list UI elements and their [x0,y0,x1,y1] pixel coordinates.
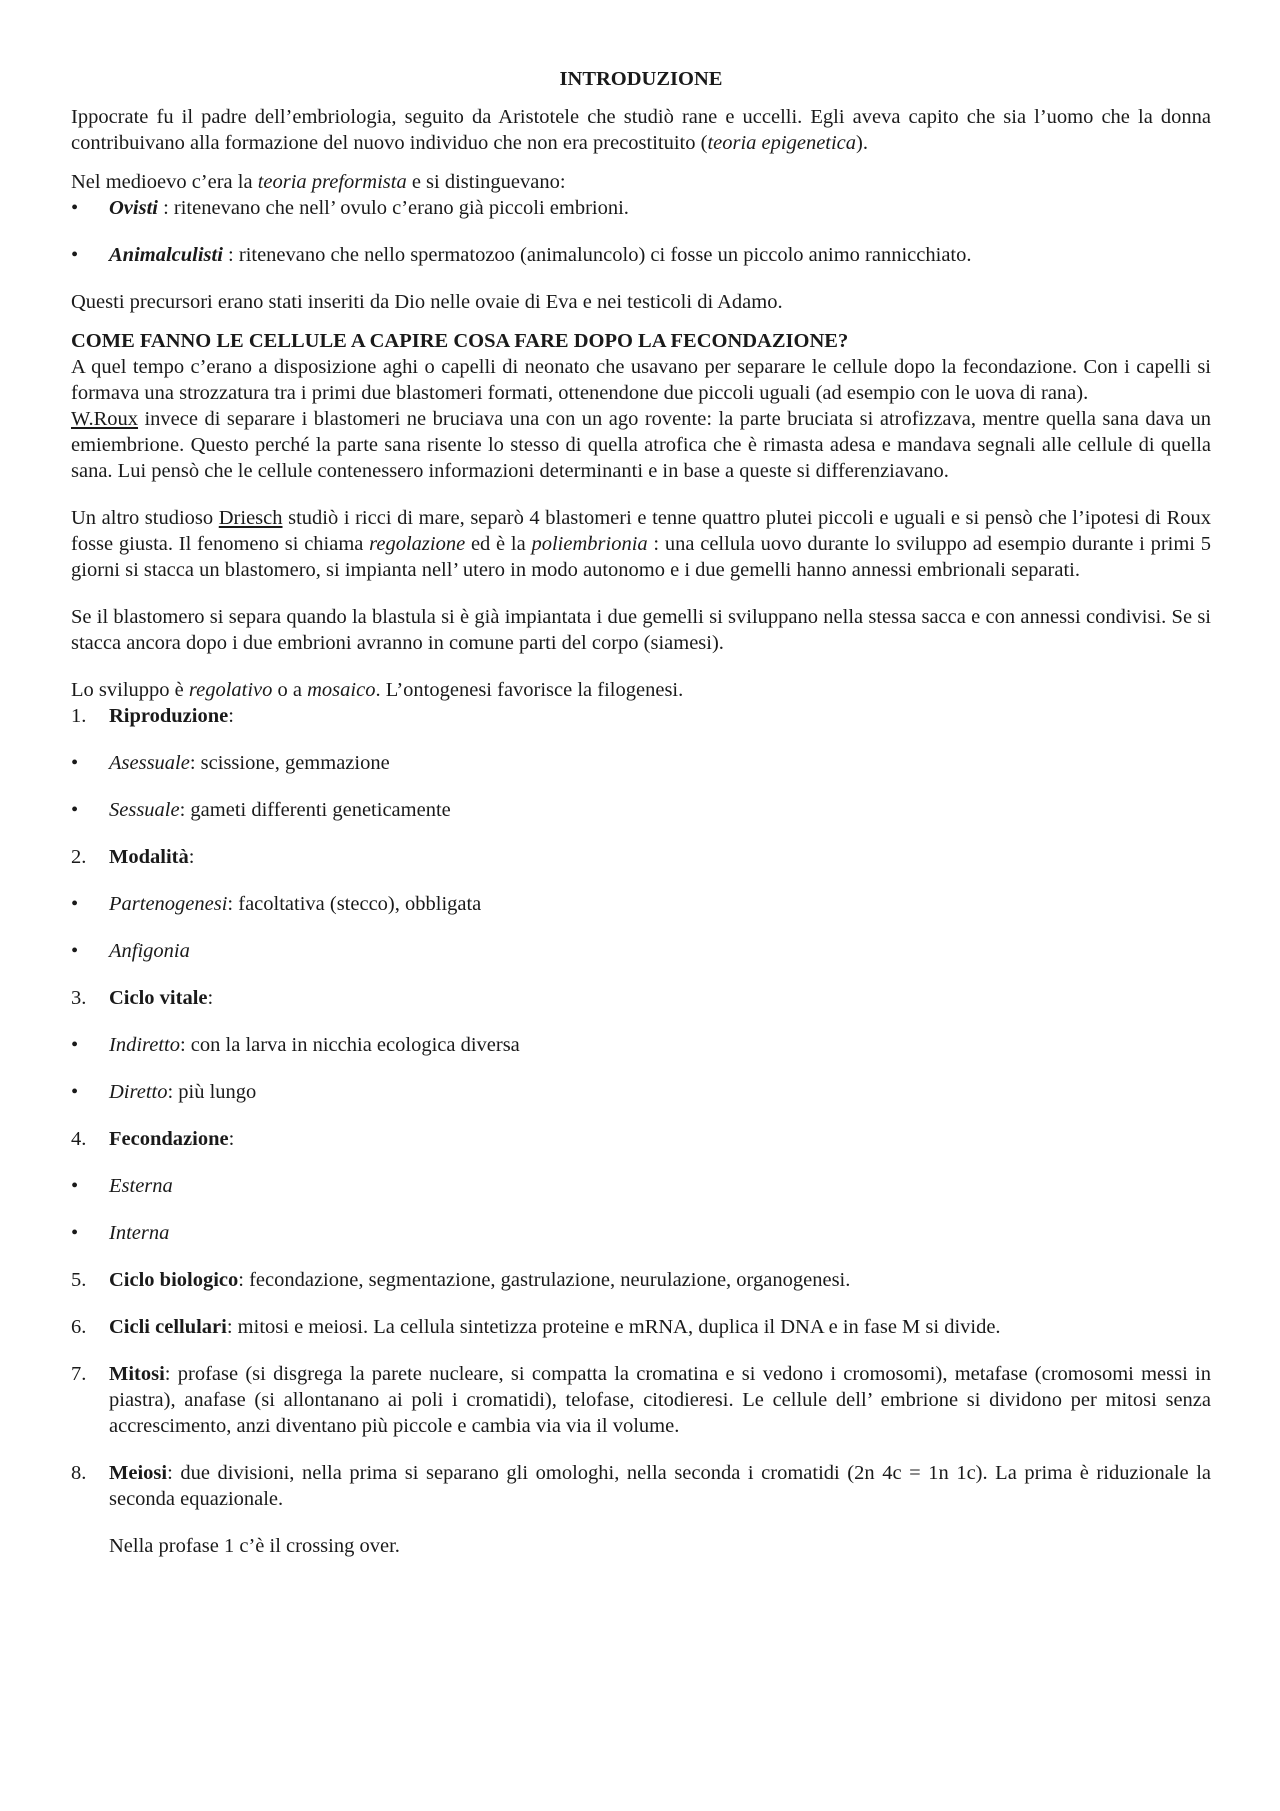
crossing-over-paragraph: Nella profase 1 c’è il crossing over. [109,1535,400,1557]
bullet-icon: • [71,752,79,774]
list-item-ovisti [71,195,1211,221]
modalita-term: Modalità [109,846,189,868]
ciclo-vitale-term: Ciclo vitale [109,987,208,1009]
list-item-modalita [71,844,1211,870]
ciclo-biologico-text: : fecondazione, segmentazione, gastrulazione, neurulazione, organogenesi. [238,1269,851,1291]
question-paragraph: A quel tempo c’erano a disposizione aghi o capelli di neonato che usavano per separare le cellule dopo la fecondazione. Con i capelli si formava una strozzatura tra i primi due blastomeri formati, ottenendone due piccoli uguali (ad esempio con le uova di rana). [71,356,1211,404]
meiosi-term: Meiosi [109,1462,168,1484]
meiosi-text: : due divisioni, nella prima si separano gli omologhi, nella seconda i cromatidi (2n 4c = 1n 1c). La prima è riduzionale la seconda equazionale. [109,1462,1211,1510]
list-colon: : [188,846,195,868]
list-number: 7. [71,1363,87,1385]
list-item-ciclo-vitale [71,985,1211,1011]
ciclo-biologico-term: Ciclo biologico [109,1269,239,1291]
page-title: INTRODUZIONE [559,68,723,90]
blastomero-paragraph: Se il blastomero si separa quando la blastula si è già impiantata i due gemelli si sviluppano nella stessa sacca e con annessi condivisi. Se si stacca ancora dopo i due embrioni avranno in comune parti del corpo (siamesi). [71,606,1211,654]
anfigonia-term: Anfigonia [109,940,190,962]
ovisti-term: Ovisti [109,197,158,219]
sviluppo-text-3: . L’ontogenesi favorisce la filogenesi. [375,679,684,701]
sviluppo-text: Lo sviluppo è [71,679,189,701]
list-item-asessuale [71,750,1211,776]
driesch-name: Driesch [218,507,283,529]
riproduzione-term: Riproduzione [109,705,229,727]
esterna-term: Esterna [109,1175,173,1197]
list-number: 8. [71,1462,87,1484]
bullet-icon: • [71,799,79,821]
list-item-sessuale [71,797,1211,823]
driesch-text-2: studiò i ricci di mare, separò 4 blastomeri e tenne quattro plutei piccoli e uguali e si pensò che l’ipotesi di Roux fosse giusta. Il fenomeno si chiama [71,507,1212,555]
medioevo-text-end: e si distinguevano: [406,171,566,193]
list-number: 3. [71,987,87,1009]
bullet-icon: • [71,1081,79,1103]
driesch-text-4: : una cellula uovo durante lo sviluppo ad esempio durante i primi 5 giorni si stacca un blastomero, si impianta nell’ utero in modo autonomo e i due gemelli hanno annessi embrionali separati. [71,533,1211,581]
cicli-cellulari-term: Cicli cellulari [109,1316,227,1338]
fecondazione-term: Fecondazione [109,1128,229,1150]
partenogenesi-text: : facoltativa (stecco), obbligata [227,893,482,915]
sessuale-term: Sessuale [109,799,180,821]
list-item-interna [71,1220,1211,1246]
list-number: 1. [71,705,87,727]
intro-text-end: ). [856,132,868,154]
medioevo-text: Nel medioevo c’era la [71,171,258,193]
bullet-icon: • [71,1034,79,1056]
list-number: 5. [71,1269,87,1291]
diretto-text: : più lungo [167,1081,257,1103]
roux-paragraph [71,406,1211,484]
ovisti-text: : ritenevano che nell’ ovulo c’erano già piccoli embrioni. [157,197,629,219]
bullet-icon: • [71,1222,79,1244]
driesch-paragraph [71,505,1211,583]
mitosi-text: : profase (si disgrega la parete nucleare, si compatta la cromatina e si vedono i cromosomi), metafase (cromosomi messi in piastra), anafase (si allontanano ai poli i cromatidi), telofase, citodieresi. Le cellule dell’ embrione si dividono per mitosi senza accrescimento, anzi diventano più piccole e cambia via via il volume. [109,1363,1211,1437]
intro-paragraph [71,104,1211,156]
list-number: 6. [71,1316,87,1338]
list-item-animalculisti [71,242,1211,268]
list-item-diretto [71,1079,1211,1105]
list-item-meiosi [71,1460,1211,1512]
list-colon: : [228,705,234,727]
bullet-icon: • [71,940,79,962]
precursori-paragraph: Questi precursori erano stati inseriti da Dio nelle ovaie di Eva e nei testicoli di Adamo. [71,291,783,313]
list-item-riproduzione [71,703,1211,729]
list-item-cicli-cellulari [71,1314,1211,1340]
indiretto-text: : con la larva in nicchia ecologica diversa [179,1034,520,1056]
sviluppo-paragraph [71,677,1211,703]
document-page [71,66,1211,1559]
list-item-mitosi [71,1361,1211,1439]
mitosi-term: Mitosi [109,1363,165,1385]
interna-term: Interna [109,1222,170,1244]
list-item-esterna [71,1173,1211,1199]
bullet-icon: • [71,1175,79,1197]
list-colon: : [228,1128,235,1150]
list-number: 4. [71,1128,87,1150]
animalculisti-term: Animalculisti [109,244,223,266]
list-item-ciclo-biologico [71,1267,1211,1293]
list-item-anfigonia [71,938,1211,964]
bullet-icon: • [71,893,79,915]
sviluppo-text-2: o a [272,679,308,701]
medioevo-paragraph [71,169,1211,195]
diretto-term: Diretto [109,1081,168,1103]
regolativo-emphasis: regolativo [188,679,273,701]
bullet-icon: • [71,244,79,266]
medioevo-emphasis: teoria preformista [257,171,407,193]
asessuale-text: : scissione, gemmazione [189,752,390,774]
list-item-fecondazione [71,1126,1211,1152]
sessuale-text: : gameti differenti geneticamente [179,799,451,821]
list-colon: : [207,987,214,1009]
list-item-partenogenesi [71,891,1211,917]
bullet-icon: • [71,197,79,219]
list-item-indiretto [71,1032,1211,1058]
intro-text: Ippocrate fu il padre dell’embriologia, seguito da Aristotele che studiò rane e uccelli. Egli aveva capito che sia l’uomo che la donna contribuivano alla formazione del nuovo individuo che non era precostituito ( [71,106,1211,154]
asessuale-term: Asessuale [109,752,190,774]
roux-name: W.Roux [71,408,139,430]
cicli-cellulari-text: : mitosi e meiosi. La cellula sintetizza proteine e mRNA, duplica il DNA e in fase M si divide. [226,1316,1001,1338]
section-heading: COME FANNO LE CELLULE A CAPIRE COSA FARE DOPO LA FECONDAZIONE? [71,330,849,352]
intro-emphasis: teoria epigenetica [707,132,857,154]
regolazione-emphasis: regolazione [369,533,466,555]
partenogenesi-term: Partenogenesi [109,893,228,915]
mosaico-emphasis: mosaico [307,679,376,701]
driesch-text: Un altro studioso [71,507,219,529]
roux-text: invece di separare i blastomeri ne bruciava una con un ago rovente: la parte bruciata si atrofizzava, mentre quella sana dava un emiembrione. Questo perché la parte sana risente lo stesso di quella atrofica che è rimasta adesa e mandava segnali alle cellule di quella sana. Lui pensò che le cellule contenessero informazioni determinanti e in base a queste si differenziavano. [71,408,1211,482]
poliembrionia-emphasis: poliembrionia [531,533,648,555]
indiretto-term: Indiretto [109,1034,180,1056]
animalculisti-text: : ritenevano che nello spermatozoo (animaluncolo) ci fosse un piccolo animo rannicchiato. [222,244,972,266]
driesch-text-3: ed è la [465,533,532,555]
list-number: 2. [71,846,87,868]
